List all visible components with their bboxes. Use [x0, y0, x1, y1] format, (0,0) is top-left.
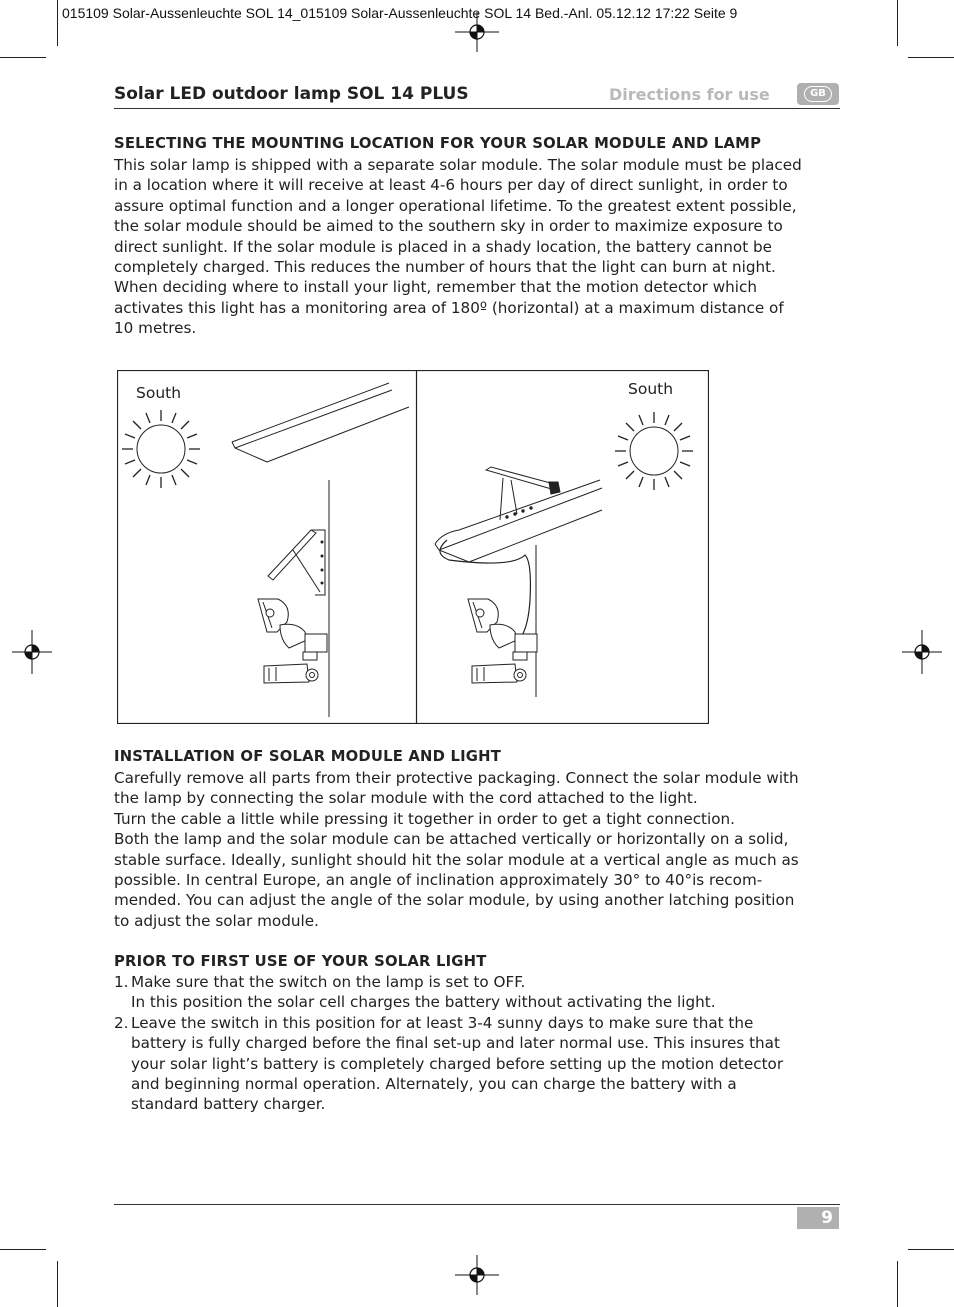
registration-mark-icon [455, 12, 499, 52]
text-line: 10 metres. [114, 319, 197, 338]
text-line: possible. In central Europe, an angle of inclination approximately 30° to 40°is recom- [114, 871, 763, 890]
page-number-box [797, 1207, 839, 1229]
list-item-number: 2. [114, 1013, 129, 1032]
crop-mark [0, 57, 46, 58]
text-line: Turn the cable a little while pressing it together in order to get a tight connection. [114, 809, 735, 828]
crop-mark [57, 0, 58, 46]
list-item-number: 1. [114, 973, 129, 991]
text-line: your solar light’s battery is completely charged before setting up the motion detector [131, 1054, 784, 1073]
text-line: Both the lamp and the solar module can be attached vertically or horizontally on a solid, [114, 830, 789, 849]
crop-mark [897, 1261, 898, 1307]
language-badge-label: GB [804, 86, 832, 102]
text-line: Make sure that the switch on the lamp is set to OFF. [131, 973, 526, 991]
footer-rule [114, 1204, 840, 1205]
paragraph-installation [114, 768, 844, 931]
text-line: to adjust the solar module. [114, 911, 319, 930]
section-heading-first-use: PRIOR TO FIRST USE OF YOUR SOLAR LIGHT [114, 953, 487, 970]
text-line: direct sunlight. If the solar module is placed in a shady location, the battery cannot be [114, 237, 772, 256]
crop-mark [908, 57, 954, 58]
crop-mark [897, 0, 898, 46]
registration-mark-icon [902, 630, 942, 674]
crop-mark [57, 1261, 58, 1307]
text-line: in a location where it will receive at least 4-6 hours per day of direct sunlight, in order to [114, 176, 788, 195]
direction-label-right: South [628, 380, 674, 398]
text-line: and beginning normal operation. Alternately, you can charge the battery with a [131, 1075, 737, 1094]
text-line: the lamp by connecting the solar module with the cord attached to the light. [114, 789, 698, 808]
print-slug: 015109 Solar-Aussenleuchte SOL 14_015109 Solar-Aussenleuchte SOL 14 Bed.-Anl. 05.12.12 17:22 Seite 9 [62, 5, 738, 21]
list-item [114, 1013, 844, 1115]
document-title: Solar LED outdoor lamp SOL 14 PLUS [114, 84, 469, 104]
text-line: When deciding where to install your light, remember that the motion detector which [114, 278, 757, 297]
section-heading-mounting: SELECTING THE MOUNTING LOCATION FOR YOUR SOLAR MODULE AND LAMP [114, 135, 762, 152]
numbered-list [114, 972, 844, 1115]
text-line: This solar lamp is shipped with a separate solar module. The solar module must be placed [114, 156, 802, 174]
document-subtitle: Directions for use [609, 85, 770, 104]
text-line: In this position the solar cell charges the battery without activating the light. [131, 993, 716, 1012]
text-line: completely charged. This reduces the number of hours that the light can burn at night. [114, 258, 776, 277]
header-rule [114, 108, 840, 109]
paragraph-mounting [114, 155, 844, 339]
direction-label-left: South [136, 384, 182, 402]
text-line: Carefully remove all parts from their protective packaging. Connect the solar module with [114, 769, 799, 787]
text-line: activates this light has a monitoring area of 180º (horizontal) at a maximum distance of [114, 298, 784, 317]
text-line: mended. You can adjust the angle of the solar module, by using another latching position [114, 891, 795, 910]
text-line: the solar module should be aimed to the southern sky in order to maximize exposure to [114, 217, 783, 236]
language-badge [797, 83, 839, 105]
registration-mark-icon [455, 1255, 499, 1295]
text-line: Leave the switch in this position for at least 3-4 sunny days to make sure that the [131, 1013, 754, 1032]
text-line: standard battery charger. [131, 1095, 326, 1114]
list-item [114, 972, 844, 1013]
text-line: assure optimal function and a longer operational lifetime. To the greatest extent possible, [114, 196, 797, 215]
page-number: 9 [821, 1208, 833, 1228]
registration-mark-icon [12, 630, 52, 674]
text-line: battery is fully charged before the final set-up and later normal use. This insures that [131, 1034, 780, 1053]
mounting-illustration [117, 370, 709, 724]
crop-mark [908, 1249, 954, 1250]
crop-mark [0, 1249, 46, 1250]
text-line: stable surface. Ideally, sunlight should hit the solar module at a vertical angle as much as [114, 850, 799, 869]
section-heading-installation: INSTALLATION OF SOLAR MODULE AND LIGHT [114, 748, 502, 765]
